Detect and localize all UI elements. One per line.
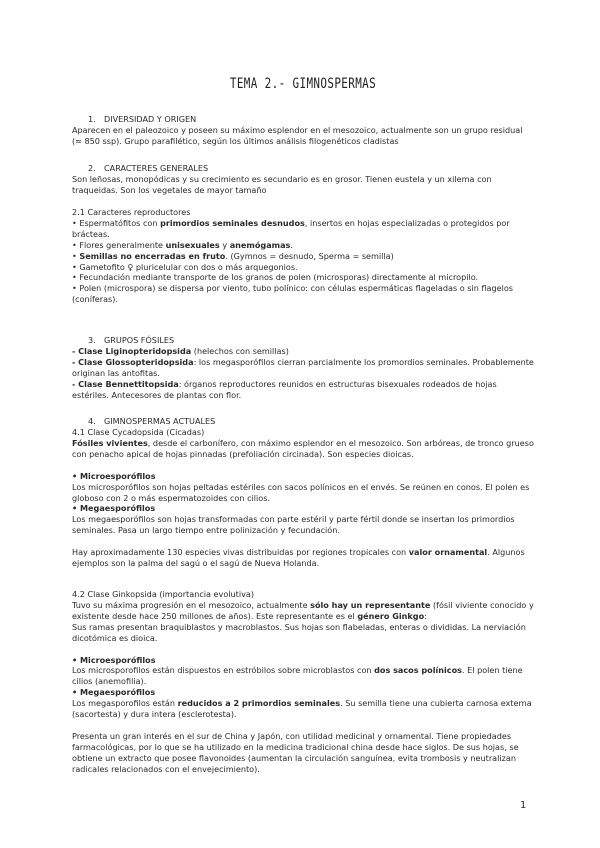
- section-caracteres: [72, 163, 534, 196]
- section-gimnospermas-actuales: [72, 416, 534, 569]
- paragraph: Sus ramas presentan braquiblastos y macroblastos. Sus hojas son flabeladas, enteras o divididas. La nerviación dicotómica es dioica.: [72, 621, 526, 643]
- section-grupos-fosiles: [72, 335, 534, 401]
- bullet-item: • Espermatófitos con primordios seminales desnudos, insertos en hojas especializadas o protegidos por brácteas.: [72, 217, 510, 239]
- bullet-item: • Flores generalmente unisexuales y anemógamas.: [72, 239, 293, 250]
- list-item: - Clase Glossopteridopsida: los megasporófilos cierran parcialmente los promordios seminales. Probablemente originan las antofitas.: [72, 356, 534, 378]
- section-number: 1.: [88, 114, 96, 124]
- bullet-heading: • Megaesporófilos: [72, 503, 156, 514]
- paragraph: Presenta un gran interés en el sur de China y Japón, con utilidad medicinal y ornamental. Tiene propiedades farmacológicas, por lo que se ha utilizado en la medicina tradicional china desde hace siglos. De sus hojas, se obtiene un extracto que posee flavonoides (aumentan la circulación sanguínea, evita trombosis y neutralizan radicales relacionados con el envejecimiento).: [72, 730, 519, 774]
- bullet-heading: • Megaesporófilos: [72, 687, 156, 698]
- paragraph: Los microsporofilos están dispuestos en estróbilos sobre microblastos con dos sacos polínicos. El polen tiene cilios (anemofilia).: [72, 665, 523, 687]
- paragraph: Hay aproximadamente 130 especies vivas distribuidas por regiones tropicales con valor ornamental. Algunos ejemplos son la palma del sagú o el sagú de Nueva Holanda.: [72, 547, 525, 569]
- bullet-heading: • Microesporófilos: [72, 470, 156, 481]
- section-diversidad: [72, 114, 534, 147]
- page-number: 1: [520, 800, 527, 811]
- section-heading: GIMNOSPERMAS ACTUALES: [104, 416, 216, 426]
- paragraph: Los megaesporófilos son hojas transformadas con parte estéril y parte fértil donde se insertan los primordios seminales. Pasa un largo tiempo entre polinización y fecundación.: [72, 514, 515, 536]
- subsection-heading: 2.1 Caracteres reproductores: [72, 207, 191, 217]
- subsection-heading: 4.2 Clase Ginkopsida (importancia evolutiva): [72, 589, 254, 599]
- document-title: TEMA 2.- GIMNOSPERMAS: [229, 76, 377, 92]
- section-caracteres-reproductores: [72, 207, 534, 305]
- paragraph: Son leñosas, monopódicas y su crecimiento es secundario es en grosor. Tienen eustela y un xilema con traqueidas. Son los vegetales de mayor tamaño: [72, 174, 492, 195]
- paragraph: Los megasporofilos están reducidos a 2 primordios seminales. Su semilla tiene una cubierta carnosa externa (sacortesta) y dura intera (esclerotesta).: [72, 698, 532, 720]
- bullet-item: • Polen (microspora) se dispersa por viento, tubo polínico: con células espermáticas flageladas o sin flagelos (coníferas).: [72, 283, 514, 305]
- list-item: - Clase Liginopteridopsida (helechos con semillas): [72, 346, 289, 356]
- section-number: 2.: [88, 163, 96, 173]
- paragraph: Aparecen en el paleozoico y poseen su máximo esplendor en el mesozoico, actualmente son un grupo residual (≈ 850 ssp). Grupo parafilético, según los últimos análisis filogenéticos cladistas: [72, 125, 523, 146]
- section-ginkopsida: [72, 589, 534, 775]
- paragraph: Fósiles vivientes, desde el carbonífero, con máximo esplendor en el mesozoico. Son arbóreas, de tronco grueso con penacho apical de hojas pinnadas (prefoliación circinada). Son especies dioicas.: [72, 437, 534, 459]
- list-item: - Clase Bennettitopsida: órganos reproductores reunidos en estructuras bisexuales rodeados de hojas estériles. Antecesores de plantas con flor.: [72, 378, 497, 400]
- bullet-heading: • Microesporófilos: [72, 654, 156, 665]
- paragraph: Los microsporófilos son hojas peltadas estériles con sacos polínicos en el envés. Se reúnen en conos. El polen es globoso con 2 o más espermatozoides con cilios.: [72, 481, 530, 503]
- paragraph: Tuvo su máxima progresión en el mesozoico, actualmente sólo hay un representante (fósil viviente conocido y existente desde hace 250 millones de años). Este representante es el género Ginkgo:: [72, 599, 534, 621]
- section-heading: DIVERSIDAD Y ORIGEN: [104, 114, 197, 124]
- section-heading: CARACTERES GENERALES: [104, 163, 209, 173]
- bullet-item: • Fecundación mediante transporte de los granos de polen (microsporas) directamente al micropilo.: [72, 272, 479, 283]
- section-number: 3.: [88, 335, 96, 345]
- bullet-item: • Semillas no encerradas en fruto. (Gymnos = desnudo, Sperma = semilla): [72, 250, 394, 261]
- section-number: 4.: [88, 416, 96, 426]
- subsection-heading: 4.1 Clase Cycadopsida (Cicadas): [72, 427, 205, 437]
- bullet-item: • Gametofito ♀ pluricelular con dos o más arquegonios.: [72, 261, 298, 272]
- section-heading: GRUPOS FÓSILES: [104, 335, 175, 345]
